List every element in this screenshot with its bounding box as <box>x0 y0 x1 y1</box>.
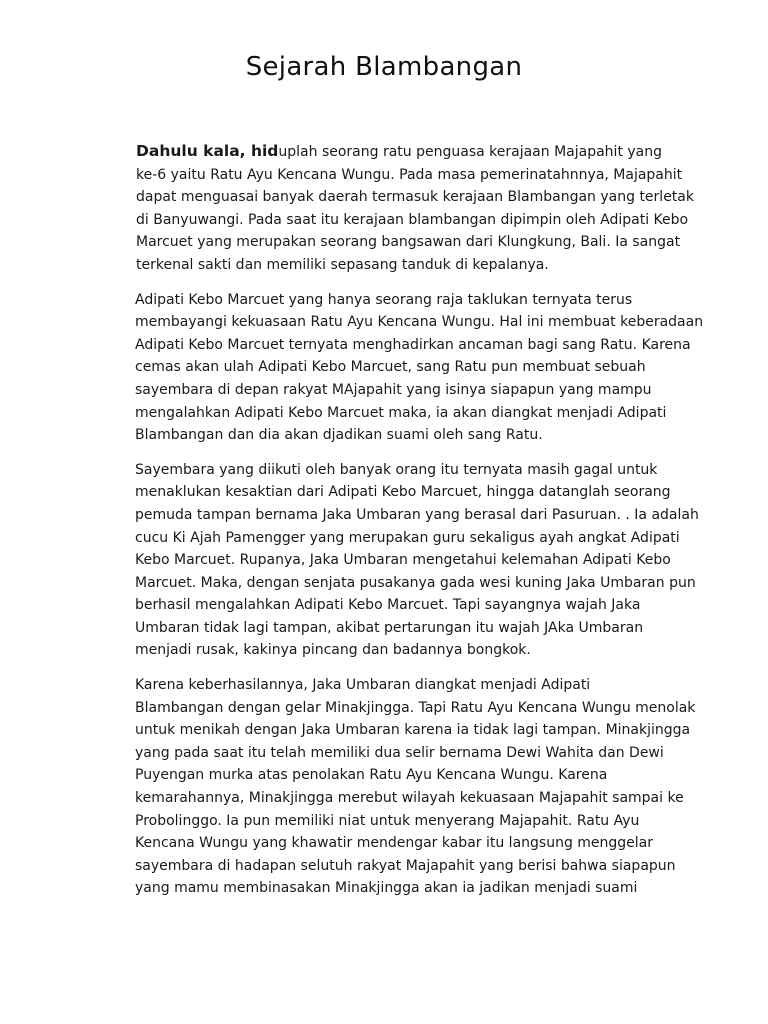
text-line: sayembara di depan rakyat MAjapahit yang isinya siapapun yang mampu <box>135 381 652 398</box>
text-line: Puyengan murka atas penolakan Ratu Ayu Kencana Wungu. Karena <box>135 767 608 784</box>
text-line: Umbaran tidak lagi tampan, akibat pertarungan itu wajah JAka Umbaran <box>135 619 644 636</box>
text-line: Adipati Kebo Marcuet yang hanya seorang raja taklukan ternyata terus <box>135 291 633 308</box>
text-line: kemarahannya, Minakjingga merebut wilayah kekuasaan Majapahit sampai ke <box>135 790 684 807</box>
text-line: cucu Ki Ajah Pamengger yang merupakan guru sekaligus ayah angkat Adipati <box>135 529 680 546</box>
text-line: membayangi kekuasaan Ratu Ayu Kencana Wungu. Hal ini membuat keberadaan <box>135 314 704 331</box>
text-line: mengalahkan Adipati Kebo Marcuet maka, ia akan diangkat menjadi Adipati <box>135 404 667 421</box>
text-line: Blambangan dan dia akan djadikan suami oleh sang Ratu. <box>135 427 543 444</box>
text-line: menaklukan kesaktian dari Adipati Kebo Marcuet, hingga datanglah seorang <box>135 484 671 501</box>
paragraph-lead: Dahulu kala, hid <box>136 142 279 160</box>
text-line: ke-6 yaitu Ratu Ayu Kencana Wungu. Pada masa pemerinatahnnya, Majapahit <box>136 166 683 183</box>
text-line: pemuda tampan bernama Jaka Umbaran yang berasal dari Pasuruan. . Ia adalah <box>135 506 699 523</box>
text-line: Kencana Wungu yang khawatir mendengar kabar itu langsung menggelar <box>135 835 654 852</box>
page-title: Sejarah Blambangan <box>245 52 523 82</box>
text-line: di Banyuwangi. Pada saat itu kerajaan blambangan dipimpin oleh Adipati Kebo <box>136 211 689 228</box>
text-line: Blambangan dengan gelar Minakjingga. Tapi Ratu Ayu Kencana Wungu menolak <box>135 699 696 716</box>
text-line: Sayembara yang diikuti oleh banyak orang itu ternyata masih gagal untuk <box>135 461 658 478</box>
document-body <box>117 140 704 912</box>
text-line: uplah seorang ratu penguasa kerajaan Majapahit yang <box>278 144 663 160</box>
paragraph-3 <box>117 459 699 662</box>
text-line: terkenal sakti dan memiliki sepasang tanduk di kepalanya. <box>136 256 549 273</box>
text-line: Adipati Kebo Marcuet ternyata menghadirkan ancaman bagi sang Ratu. Karena <box>135 336 691 353</box>
text-line: menjadi rusak, kakinya pincang dan badannya bongkok. <box>135 642 531 659</box>
text-line: Marcuet. Maka, dengan senjata pusakanya gada wesi kuning Jaka Umbaran pun <box>135 574 696 591</box>
text-line: yang pada saat itu telah memiliki dua selir bernama Dewi Wahita dan Dewi <box>135 744 664 761</box>
text-line: sayembara di hadapan selutuh rakyat Majapahit yang berisi bahwa siapapun <box>135 857 676 874</box>
text-line: dapat menguasai banyak daerah termasuk kerajaan Blambangan yang terletak <box>136 189 694 206</box>
paragraph-4 <box>117 674 696 900</box>
paragraph-2 <box>117 289 704 447</box>
text-line: untuk menikah dengan Jaka Umbaran karena ia tidak lagi tampan. Minakjingga <box>135 722 691 739</box>
text-line: Karena keberhasilannya, Jaka Umbaran diangkat menjadi Adipati <box>135 677 591 694</box>
text-line: Probolinggo. Ia pun memiliki niat untuk menyerang Majapahit. Ratu Ayu <box>135 812 640 829</box>
text-line: berhasil mengalahkan Adipati Kebo Marcuet. Tapi sayangnya wajah Jaka <box>135 597 641 614</box>
text-line: Marcuet yang merupakan seorang bangsawan dari Klungkung, Bali. Ia sangat <box>136 234 681 251</box>
text-line: yang mamu membinasakan Minakjingga akan ia jadikan menjadi suami <box>135 880 638 897</box>
paragraph-1 <box>117 140 694 277</box>
text-line: cemas akan ulah Adipati Kebo Marcuet, sang Ratu pun membuat sebuah <box>135 359 646 376</box>
text-line: Kebo Marcuet. Rupanya, Jaka Umbaran mengetahui kelemahan Adipati Kebo <box>135 552 671 569</box>
